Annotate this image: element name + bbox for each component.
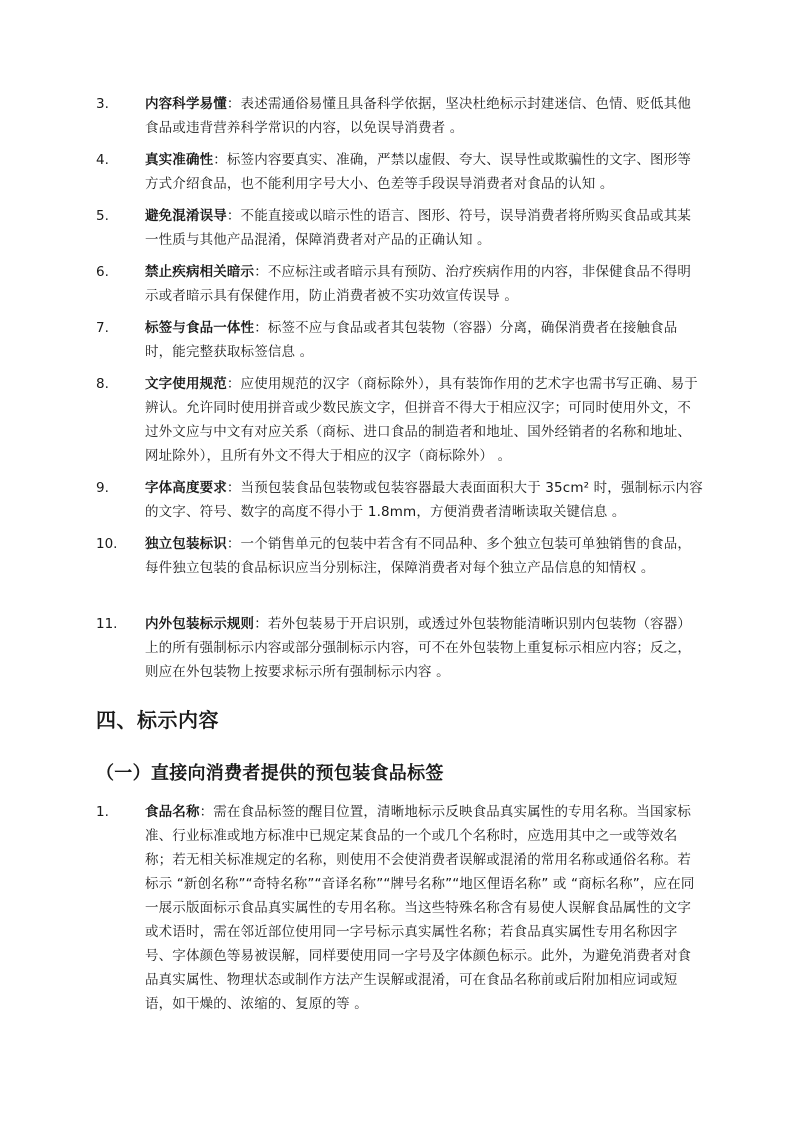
list-item-text: ：标签不应与食品或者其包装物（容器）分离，确保消费者在接触食品时，能完整获取标签信息 。 bbox=[145, 320, 678, 360]
list-item-body bbox=[145, 532, 703, 580]
list-item-text: ：表述需通俗易懂且具备科学依据，坚决杜绝标示封建迷信、色情、贬低其他食品或违背营养科学常识的内容，以免误导消费者 。 bbox=[145, 96, 692, 136]
list-item-body bbox=[145, 476, 703, 524]
list-item-body bbox=[145, 92, 703, 140]
list-item-body bbox=[145, 260, 703, 308]
list-item-number: 8. bbox=[96, 376, 109, 392]
list-item-term: 字体高度要求 bbox=[145, 480, 227, 496]
list-item-number: 3. bbox=[96, 96, 109, 112]
list-item-term: 标签与食品一体性 bbox=[145, 320, 255, 336]
list-item-number: 6. bbox=[96, 264, 109, 280]
list-item-number: 9. bbox=[96, 480, 109, 496]
list-item-number: 10. bbox=[96, 536, 118, 552]
list-item-body bbox=[145, 372, 703, 468]
list-item-number: 5. bbox=[96, 208, 109, 224]
list-item-term: 独立包装标识 bbox=[145, 536, 227, 552]
list-item-text: ：需在食品标签的醒目位置，清晰地标示反映食品真实属性的专用名称。当国家标准、行业标准或地方标准中已规定某食品的一个或几个名称时，应选用其中之一或等效名称；若无相关标准规定的名称，则使用不会使消费者误解或混淆的常用名称或通俗名称。若标示 “新创名称”“奇特名称”“音译名称”“牌号名称”“地区俚语名称” 或 “商标名称”，应在同一展示版面标示食品真实属性的专用名称。当这些特殊名称含有易使人误解食品属性的文字或术语时，需在邻近部位使用同一字号标示真实属性名称；若食品真实属性专用名称因字号、字体颜色等易被误解，同样要使用同一字号及字体颜色标示。此外，为避免消费者对食品真实属性、物理状态或制作方法产生误解或混淆，可在食品名称前或后附加相应词或短语，如干燥的、浓缩的、复原的等 。 bbox=[145, 804, 695, 1012]
list-item-body bbox=[145, 612, 703, 684]
list-item-term: 食品名称 bbox=[145, 804, 200, 820]
list-item-text: ：应使用规范的汉字（商标除外），具有装饰作用的艺术字也需书写正确、易于辨认。允许同时使用拼音或少数民族文字，但拼音不得大于相应汉字；可同时使用外文，不过外文应与中文有对应关系（商标、进口食品的制造者和地址、国外经销者的名称和地址、网址除外），且所有外文不得大于相应的汉字（商标除外） 。 bbox=[145, 376, 698, 464]
list-item-body bbox=[145, 204, 703, 252]
list-item-text: ：标签内容要真实、准确，严禁以虚假、夸大、误导性或欺骗性的文字、图形等方式介绍食品，也不能利用字号大小、色差等手段误导消费者对食品的认知 。 bbox=[145, 152, 691, 192]
subsection-heading: （一）直接向消费者提供的预包装食品标签 bbox=[96, 763, 444, 784]
list-item-term: 内容科学易懂 bbox=[145, 96, 227, 112]
list-item-term: 避免混淆误导 bbox=[145, 208, 227, 224]
list-item-term: 真实准确性 bbox=[145, 152, 214, 168]
list-item-number: 4. bbox=[96, 152, 109, 168]
list-item-term: 内外包装标示规则 bbox=[145, 616, 255, 632]
list-item-number: 7. bbox=[96, 320, 109, 336]
list-item-term: 文字使用规范 bbox=[145, 376, 227, 392]
section-heading: 四、标示内容 bbox=[96, 708, 219, 732]
list-item-text: ：一个销售单元的包装中若含有不同品种、多个独立包装可单独销售的食品，每件独立包装的食品标识应当分别标注，保障消费者对每个独立产品信息的知情权 。 bbox=[145, 536, 692, 576]
list-item-term: 禁止疾病相关暗示 bbox=[145, 264, 255, 280]
list-item-body bbox=[145, 800, 703, 1016]
list-item-text: ：不能直接或以暗示性的语言、图形、符号，误导消费者将所购买食品或其某一性质与其他产品混淆，保障消费者对产品的正确认知 。 bbox=[145, 208, 692, 248]
list-item-number: 11. bbox=[96, 616, 118, 632]
list-item-body bbox=[145, 316, 703, 364]
list-item-text: ：当预包装食品包装物或包装容器最大表面面积大于 35cm² 时，强制标示内容的文字、符号、数字的高度不得小于 1.8mm，方便消费者清晰读取关键信息 。 bbox=[145, 480, 703, 520]
list-item-number: 1. bbox=[96, 804, 109, 820]
list-item-text: ：若外包装易于开启识别，或透过外包装物能清晰识别内包装物（容器）上的所有强制标示内容或部分强制标示内容，可不在外包装物上重复标示相应内容；反之，则应在外包装物上按要求标示所有强制标示内容 。 bbox=[145, 616, 692, 680]
list-item-text: ：不应标注或者暗示具有预防、治疗疾病作用的内容，非保健食品不得明示或者暗示具有保健作用，防止消费者被不实功效宣传误导 。 bbox=[145, 264, 692, 304]
list-item-body bbox=[145, 148, 703, 196]
